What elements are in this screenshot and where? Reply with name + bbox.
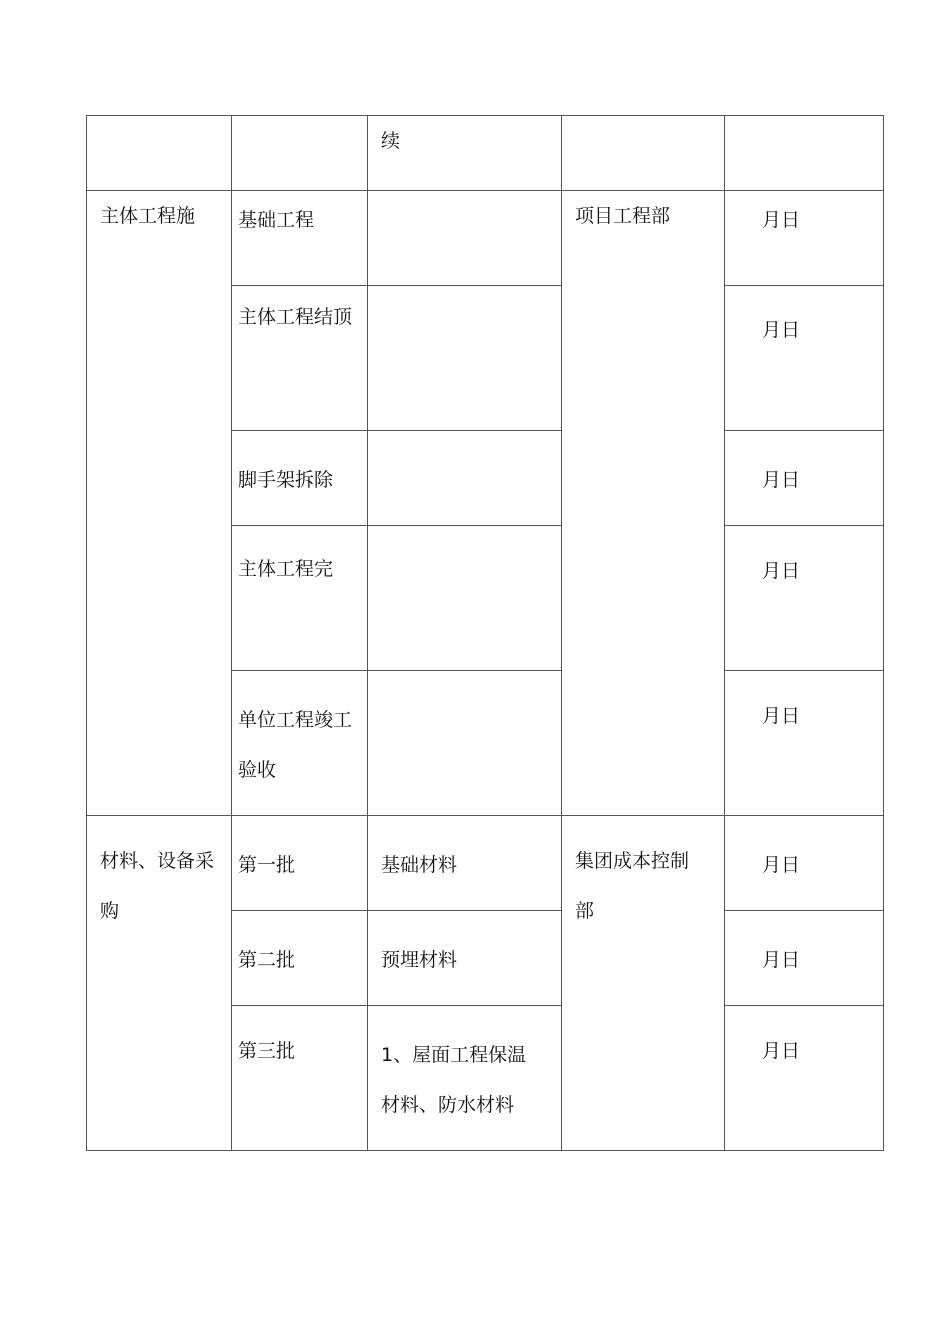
item-label: 主体工程完: [238, 558, 334, 580]
date-cell: [725, 911, 884, 1006]
detail-cell: [368, 816, 562, 911]
item-cell: [232, 431, 368, 526]
date-cell: [725, 1006, 884, 1151]
department-cell: [562, 191, 725, 816]
item-cell: [232, 671, 368, 816]
item-cell: [232, 286, 368, 431]
item-cell: [232, 1006, 368, 1151]
category-label: 主体工程施: [100, 205, 196, 227]
cell-empty: [232, 116, 368, 191]
table-row: [87, 116, 884, 191]
detail-cell: [368, 1006, 562, 1151]
date-label: 月日: [762, 1040, 801, 1062]
date-label: 月日: [762, 949, 801, 971]
item-label: 脚手架拆除: [238, 469, 334, 491]
category-cell: [87, 191, 232, 816]
detail-cell: [368, 671, 562, 816]
department-label: 集团成本控制部: [575, 850, 690, 922]
date-cell: [725, 431, 884, 526]
detail-cell: [368, 191, 562, 286]
detail-label: 预埋材料: [381, 949, 458, 971]
date-cell: [725, 526, 884, 671]
detail-cell: [368, 431, 562, 526]
category-label: 材料、设备采购: [100, 850, 215, 922]
item-cell: [232, 911, 368, 1006]
date-cell: [725, 816, 884, 911]
item-label: 基础工程: [238, 209, 315, 231]
item-label: 主体工程结顶: [238, 306, 353, 328]
date-label: 月日: [762, 560, 801, 582]
schedule-table: [86, 115, 884, 1151]
department-cell: [562, 816, 725, 1151]
date-cell: [725, 286, 884, 431]
cell-empty: [87, 116, 232, 191]
item-cell: [232, 816, 368, 911]
department-label: 项目工程部: [575, 205, 671, 227]
date-label: 月日: [762, 209, 801, 231]
detail-label: 基础材料: [381, 854, 458, 876]
date-label: 月日: [762, 854, 801, 876]
item-label: 第三批: [238, 1040, 296, 1062]
date-label: 月日: [762, 469, 801, 491]
item-label: 第一批: [238, 854, 296, 876]
date-label: 月日: [762, 319, 801, 341]
detail-cell: [368, 286, 562, 431]
detail-label: 1、屋面工程保温材料、防水材料: [381, 1044, 527, 1116]
table-row: [87, 816, 884, 911]
detail-cell: [368, 526, 562, 671]
table-row: [87, 191, 884, 286]
date-cell: [725, 671, 884, 816]
detail-cell: [368, 911, 562, 1006]
item-cell: [232, 526, 368, 671]
category-cell: [87, 816, 232, 1151]
item-cell: [232, 191, 368, 286]
item-label: 单位工程竣工验收: [238, 709, 353, 781]
cell-empty: [562, 116, 725, 191]
cell-empty: [725, 116, 884, 191]
date-label: 月日: [762, 705, 801, 727]
item-label: 第二批: [238, 949, 296, 971]
date-cell: [725, 191, 884, 286]
continued-label: 续: [368, 116, 562, 191]
